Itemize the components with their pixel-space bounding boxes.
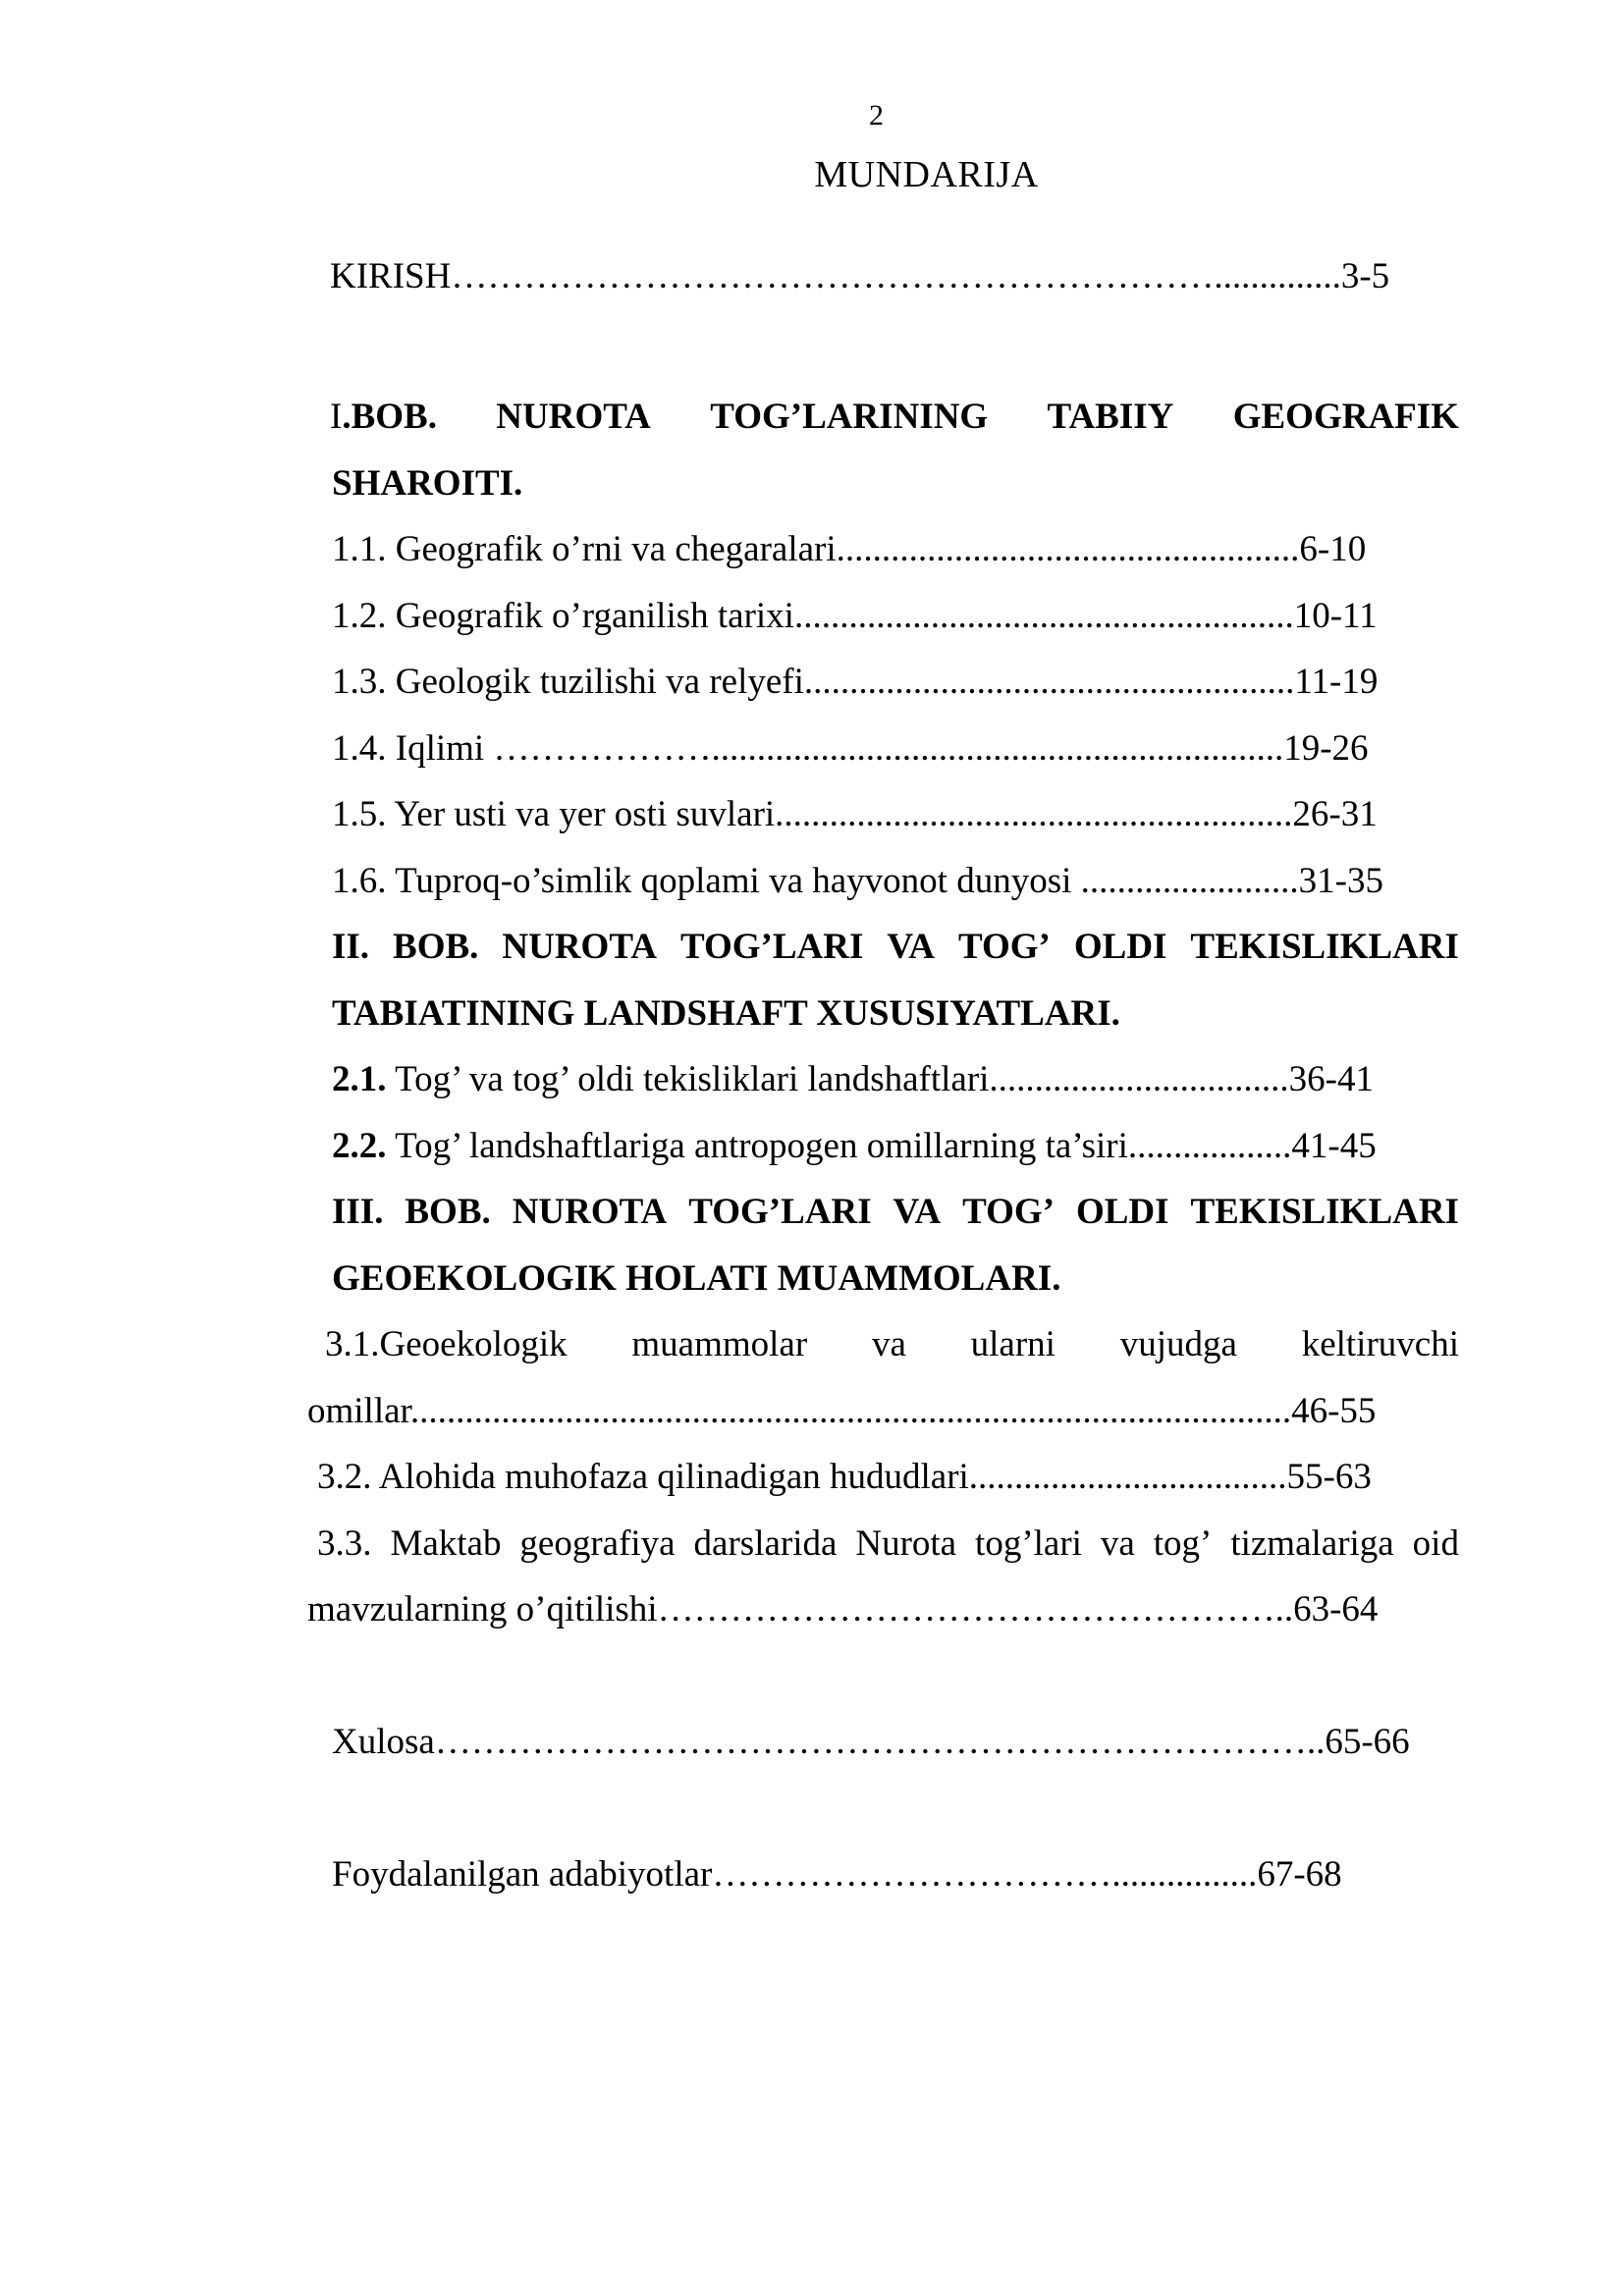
chapter-3-word: TEKISLIKLARI <box>1190 1192 1459 1232</box>
toc-section-1-1: 1.1. Geografik o’rni va chegaralari...................................................6-10 <box>332 529 1367 569</box>
chapter-1-word: TABIIY <box>1047 397 1174 437</box>
toc-chapter-1-heading-cont: SHAROITI. <box>332 463 523 504</box>
chapter-3-word: III. <box>332 1192 384 1232</box>
section-3-1-word: muammolar <box>631 1324 808 1364</box>
chapter-2-word: II. <box>332 927 370 967</box>
section-3-3-word: Nurota <box>855 1523 957 1564</box>
chapter-2-word: TEKISLIKLARI <box>1190 927 1459 967</box>
toc-section-3-1 <box>325 1326 1459 1362</box>
section-3-1-word: ularni <box>970 1324 1056 1364</box>
section-3-3-word: 3.3. <box>317 1523 372 1564</box>
toc-chapter-2-heading-cont: TABIATINING LANDSHAFT XUSUSIYATLARI. <box>332 993 1120 1034</box>
toc-section-1-2: 1.2. Geografik o’rganilish tarixi.......................................................10-11 <box>332 596 1378 636</box>
toc-chapter-3-heading-cont: GEOEKOLOGIK HOLATI MUAMMOLARI. <box>332 1258 1061 1299</box>
chapter-1-word: TOG’LARINING <box>710 397 989 437</box>
chapter-3-word: VA <box>893 1192 942 1232</box>
section-3-3-word: Maktab <box>390 1523 502 1564</box>
chapter-3-word: TOG’LARI <box>688 1192 872 1232</box>
section-3-1-word: 3.1.Geoekologik <box>325 1324 568 1364</box>
chapter-1-prefix: I <box>330 397 343 437</box>
chapter-1-word: NUROTA <box>496 397 651 437</box>
chapter-3-word: TOG’ <box>962 1192 1056 1232</box>
toc-section-3-3-cont: mavzularning o’qitilishi……………………………………………..63-64 <box>307 1589 1379 1629</box>
chapter-1-label <box>330 399 437 435</box>
toc-section-1-4: 1.4. Iqlimi ………………...............................................................19-26 <box>332 728 1369 769</box>
section-3-3-word: tog’ <box>1153 1523 1213 1564</box>
toc-section-1-6: 1.6. Tuproq-o’simlik qoplami va hayvonot dunyosi ........................31-35 <box>332 861 1383 901</box>
toc-section-2-1-number: 2.1. <box>332 1059 387 1099</box>
toc-section-3-2: 3.2. Alohida muhofaza qilinadigan hududlari...................................55-63 <box>317 1457 1372 1497</box>
toc-entry-references: Foydalanilgan adabiyotlar……………………………................67-68 <box>332 1854 1342 1895</box>
page-number: 2 <box>869 99 884 132</box>
section-3-3-word: oid <box>1412 1523 1459 1564</box>
toc-section-3-3 <box>317 1525 1459 1562</box>
chapter-3-word: NUROTA <box>512 1192 668 1232</box>
section-3-3-word: tog’lari <box>975 1523 1082 1564</box>
page-title: MUNDARIJA <box>814 154 1039 195</box>
section-3-3-word: darslarida <box>693 1523 838 1564</box>
chapter-2-word: BOB. <box>393 927 479 967</box>
chapter-2-word: NUROTA <box>502 927 657 967</box>
section-3-1-word: keltiruvchi <box>1301 1324 1459 1364</box>
section-3-1-word: vujudga <box>1119 1324 1237 1364</box>
section-3-1-word: va <box>871 1324 906 1364</box>
chapter-3-word: OLDI <box>1075 1192 1169 1232</box>
chapter-3-word: BOB. <box>405 1192 491 1232</box>
toc-entry-conclusion: Xulosa………………………………………………………………..65-66 <box>332 1722 1410 1762</box>
toc-section-2-2 <box>332 1128 1377 1164</box>
toc-chapter-2-heading <box>332 929 1459 965</box>
toc-chapter-1-heading <box>330 399 1459 435</box>
toc-section-2-2-text: Tog’ landshaftlariga antropogen omillarning ta’siri..................41-45 <box>386 1126 1377 1166</box>
section-3-3-word: geografiya <box>519 1523 676 1564</box>
toc-chapter-3-heading <box>332 1194 1459 1230</box>
toc-section-3-1-cont: omillar.................................................................................................46-55 <box>307 1391 1377 1431</box>
chapter-2-word: TOG’LARI <box>679 927 864 967</box>
chapter-2-word: VA <box>887 927 936 967</box>
toc-entry-intro: KIRISH………………………………………………………..............3-5 <box>330 256 1390 296</box>
section-3-3-word: va <box>1100 1523 1135 1564</box>
chapter-2-word: OLDI <box>1073 927 1167 967</box>
section-3-3-word: tizmalariga <box>1230 1523 1394 1564</box>
chapter-2-word: TOG’ <box>957 927 1051 967</box>
toc-section-2-1-text: Tog’ va tog’ oldi tekisliklari landshaftlari.................................36-41 <box>386 1059 1375 1099</box>
toc-section-1-3: 1.3. Geologik tuzilishi va relyefi......................................................11-19 <box>332 662 1379 702</box>
toc-section-1-5: 1.5. Yer usti va yer osti suvlari.........................................................26-31 <box>332 794 1378 834</box>
toc-section-2-1 <box>332 1061 1374 1097</box>
chapter-1-word: GEOGRAFIK <box>1232 397 1459 437</box>
chapter-1-word: .BOB. <box>342 397 437 437</box>
toc-section-2-2-number: 2.2. <box>332 1126 387 1166</box>
